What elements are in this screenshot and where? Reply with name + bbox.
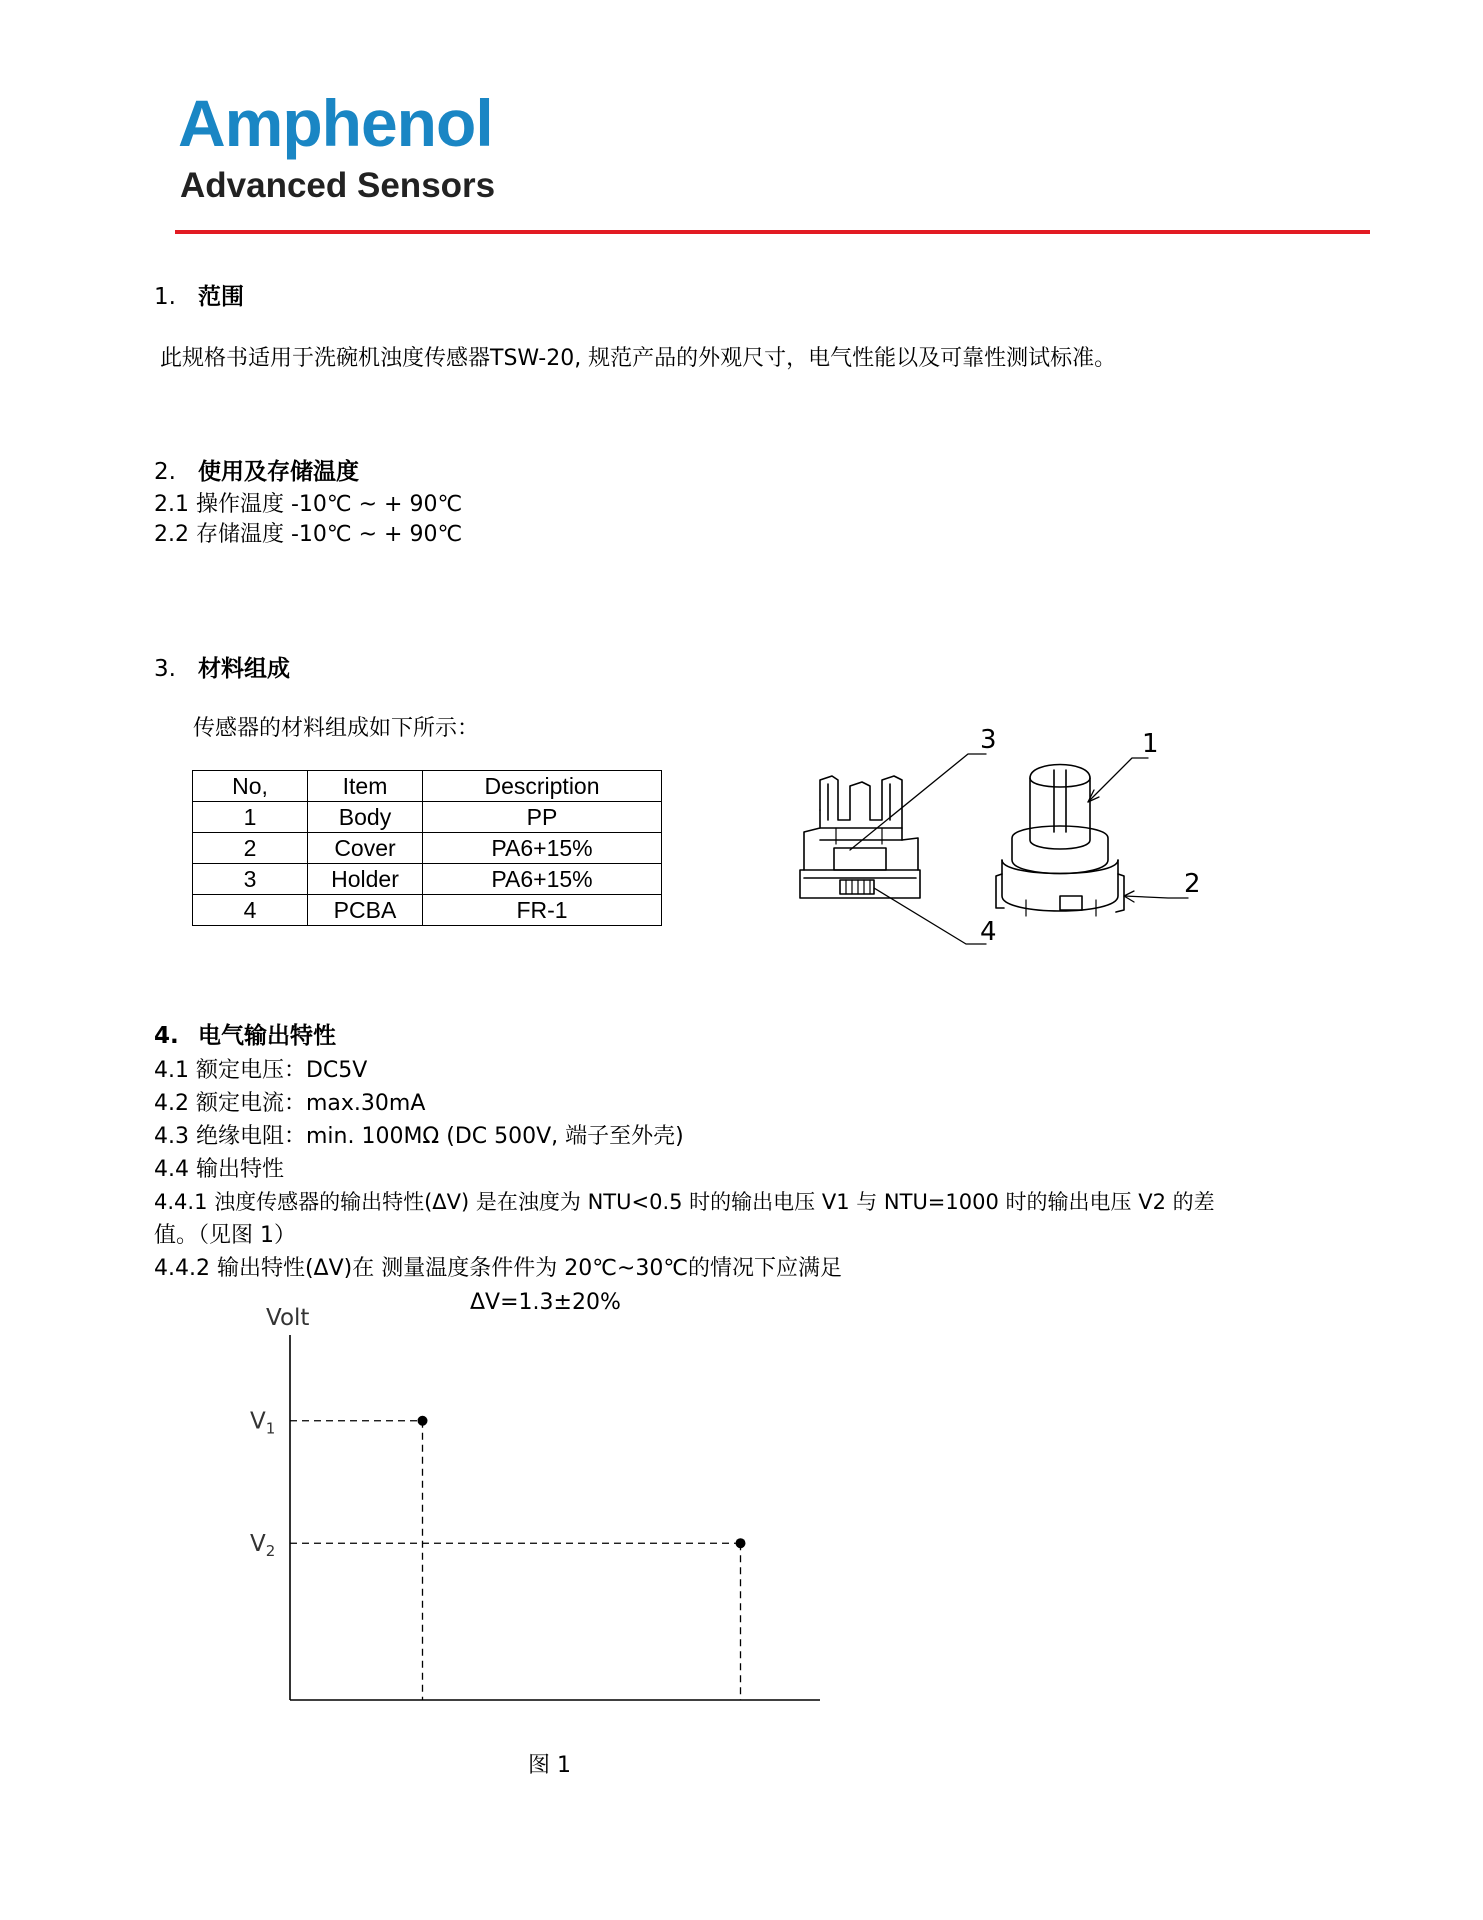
rated-voltage: 4.1 额定电压：DC5V [154,1058,368,1083]
output-voltage-chart [240,1305,840,1740]
operating-temperature: 2.1 操作温度 -10℃ ~ + 90℃ [154,492,463,517]
section-title: 使用及存储温度 [198,459,359,485]
table-cell: PA6+15% [423,833,662,864]
section-title: 材料组成 [198,656,290,682]
y-tick-label-v2: $V_2$ [250,1531,276,1561]
section-3-heading [154,656,290,684]
sensor-parts-diagram [790,720,1210,950]
insulation-resistance: 4.3 绝缘电阻：min. 100MΩ (DC 500V, 端子至外壳) [154,1124,684,1149]
section-1-body: 此规格书适用于洗碗机浊度传感器TSW-20, 规范产品的外观尺寸，电气性能以及可靠性测试标准。 [160,346,1117,371]
output-characteristics: 4.4 输出特性 [154,1157,284,1182]
table-cell: PP [423,802,662,833]
table-row [193,833,662,864]
section-4-heading [154,1023,336,1051]
table-cell: FR-1 [423,895,662,926]
column-header: Description [423,771,662,802]
output-requirement: 4.4.2 输出特性(ΔV)在 测量温度条件件为 20℃~30℃的情况下应满足 [154,1256,843,1281]
materials-table [192,770,662,926]
output-definition-cont: 值。（见图 1） [154,1223,296,1248]
section-number: 1. [154,284,176,310]
table-cell: PA6+15% [423,864,662,895]
table-cell: 4 [193,895,308,926]
figure-caption: 图 1 [528,1753,571,1778]
holder-part [800,776,920,898]
table-cell: 2 [193,833,308,864]
callout-1: 1 [1142,729,1159,759]
table-cell: 3 [193,864,308,895]
rated-current: 4.2 额定电流：max.30mA [154,1091,426,1116]
table-row [193,802,662,833]
callout-leaders [850,754,1188,944]
output-definition: 4.4.1 浊度传感器的输出特性(ΔV) 是在浊度为 NTU<0.5 时的输出电压 V1 与 NTU=1000 时的输出电压 V2 的差 [154,1190,1215,1214]
section-title: 范围 [198,284,244,310]
section-number: 3. [154,656,176,682]
section-2-heading [154,459,359,487]
delta-v-formula: ΔV=1.3±20% [470,1290,621,1315]
brand-division: Advanced Sensors [180,166,496,205]
section-1-heading [154,284,244,312]
table-cell: 1 [193,802,308,833]
callout-2: 2 [1184,869,1201,899]
section-title: 电气输出特性 [198,1023,336,1049]
callout-3: 3 [980,725,997,755]
y-axis-label: Volt [266,1305,310,1331]
storage-temperature: 2.2 存储温度 -10℃ ~ + 90℃ [154,522,463,547]
section-number: 4. [154,1023,179,1049]
table-header-row [193,771,662,802]
table-cell: Cover [308,833,423,864]
y-tick-label-v1: $V_1$ [250,1408,276,1438]
callout-4: 4 [980,917,997,947]
column-header: No, [193,771,308,802]
data-point-v2 [736,1538,746,1548]
materials-intro: 传感器的材料组成如下所示： [193,716,480,741]
table-cell: PCBA [308,895,423,926]
table-row [193,864,662,895]
brand-logo: Amphenol [178,86,493,160]
data-point-v1 [418,1416,428,1426]
table-cell: Holder [308,864,423,895]
column-header: Item [308,771,423,802]
header-divider [175,230,1370,234]
body-cover-part [996,765,1124,917]
section-number: 2. [154,459,176,485]
table-cell: Body [308,802,423,833]
table-row [193,895,662,926]
